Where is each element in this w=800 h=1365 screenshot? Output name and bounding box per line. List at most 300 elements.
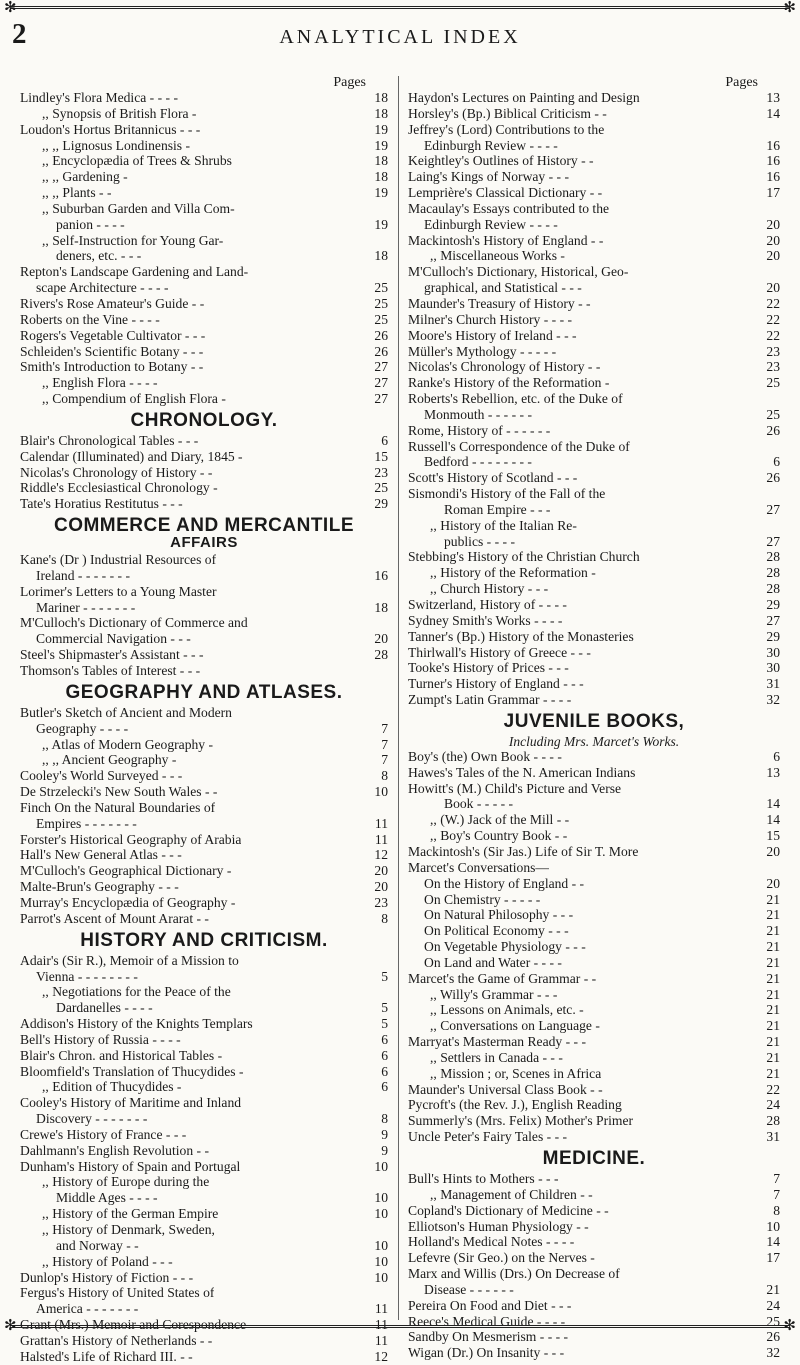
entry-title: Cooley's History of Maritime and Inland	[20, 1095, 242, 1111]
index-entry	[20, 600, 388, 616]
entry-title: ,, Boy's Country Book - -	[430, 828, 568, 844]
entry-title: ,, Atlas of Modern Geography -	[42, 736, 214, 752]
left-index-list	[20, 90, 388, 1365]
entry-page: 13	[766, 90, 780, 105]
entry-title: Bell's History of Russia - - - -	[20, 1031, 181, 1047]
entry-title: Dunham's History of Spain and Portugal	[20, 1158, 241, 1174]
entry-page: 14	[766, 796, 780, 812]
index-entry	[408, 812, 780, 828]
entry-title: On Vegetable Physiology - - -	[424, 939, 586, 955]
entry-title: ,, Edition of Thucydides -	[42, 1079, 182, 1095]
entry-page: 8	[381, 1111, 388, 1127]
index-entry	[408, 90, 780, 106]
entry-title: Marx and Willis (Drs.) On Decrease of	[408, 1266, 620, 1282]
entry-page: 27	[766, 533, 780, 549]
index-entry	[20, 863, 388, 879]
running-title: ANALYTICAL INDEX	[279, 26, 521, 48]
entry-title: Finch On the Natural Boundaries of	[20, 799, 216, 815]
right-index-list	[408, 90, 780, 1361]
entry-title: Geography - - - -	[36, 720, 129, 736]
entry-page: 16	[766, 153, 780, 169]
entry-page: 21	[766, 1065, 780, 1081]
entry-page: 28	[766, 1113, 780, 1129]
entry-title: Sandby On Mesmerism - - - -	[408, 1329, 569, 1345]
entry-title: Vienna - - - - - - - -	[36, 968, 138, 984]
entry-page: 29	[766, 597, 780, 612]
index-entry	[408, 344, 780, 360]
entry-page: 23	[374, 894, 388, 910]
index-entry	[408, 1082, 780, 1098]
entry-title: ,, Conversations on Language -	[430, 1018, 600, 1034]
entry-title: ,, Self-Instruction for Young Gar-	[42, 232, 224, 248]
entry-page: 21	[766, 923, 780, 939]
entry-title: Nicolas's Chronology of History - -	[20, 464, 213, 480]
entry-page: 12	[374, 1348, 388, 1364]
index-entry	[20, 248, 388, 264]
index-entry	[20, 233, 388, 249]
entry-page: 6	[381, 1031, 388, 1047]
index-entry	[408, 233, 780, 249]
entry-page: 11	[374, 831, 388, 847]
index-entry	[20, 433, 388, 449]
entry-page: 25	[374, 295, 388, 311]
entry-title: ,, Compendium of English Flora -	[42, 391, 226, 407]
entry-title: ,, Suburban Garden and Villa Com-	[42, 200, 235, 216]
entry-page: 17	[766, 185, 780, 201]
entry-title: Elliotson's Human Physiology - -	[408, 1218, 589, 1234]
index-entry	[20, 784, 388, 800]
entry-page: 6	[773, 748, 780, 764]
index-entry	[20, 663, 388, 679]
entry-page: 6	[381, 1079, 388, 1095]
entry-page: 23	[766, 343, 780, 359]
index-entry	[20, 201, 388, 217]
entry-title: Steel's Shipmaster's Assistant - - -	[20, 647, 204, 663]
index-entry	[408, 1018, 780, 1034]
entry-page: 23	[374, 464, 388, 480]
entry-title: Marcet's the Game of Grammar - -	[408, 970, 597, 986]
entry-page: 21	[766, 1002, 780, 1018]
entry-page: 19	[374, 185, 388, 201]
index-entry	[20, 1048, 388, 1064]
pages-column-label: Pages	[725, 75, 758, 90]
entry-title: Scott's History of Scotland - - -	[408, 470, 578, 486]
entry-title: graphical, and Statistical - - -	[424, 280, 582, 296]
entry-title: Uncle Peter's Fairy Tales - - -	[408, 1129, 568, 1145]
index-entry	[408, 518, 780, 534]
index-entry	[408, 844, 780, 860]
entry-page: 16	[374, 567, 388, 583]
entry-page: 26	[766, 1329, 780, 1345]
index-entry	[408, 423, 780, 439]
entry-page: 14	[766, 1234, 780, 1250]
index-entry	[408, 987, 780, 1003]
index-entry	[408, 676, 780, 692]
index-entry	[20, 816, 388, 832]
entry-page: 26	[374, 343, 388, 359]
index-entry	[408, 971, 780, 987]
index-entry	[408, 1187, 780, 1203]
entry-page: 25	[766, 1313, 780, 1329]
entry-page: 26	[766, 422, 780, 438]
entry-title: ,, (W.) Jack of the Mill - -	[430, 812, 570, 828]
entry-page: 24	[766, 1297, 780, 1313]
index-entry	[20, 879, 388, 895]
index-entry	[408, 939, 780, 955]
top-double-rule	[10, 6, 790, 9]
index-entry	[408, 796, 780, 812]
entry-title: ,, Church History - - -	[430, 581, 549, 597]
index-entry	[20, 1285, 388, 1301]
index-entry	[408, 1266, 780, 1282]
index-entry	[408, 502, 780, 518]
entry-title: On Natural Philosophy - - -	[424, 907, 574, 923]
entry-title: Lefevre (Sir Geo.) on the Nerves -	[408, 1250, 595, 1266]
index-entry	[408, 185, 780, 201]
entry-page: 7	[773, 1171, 780, 1186]
entry-title: ,, ,, Ancient Geography -	[42, 752, 177, 768]
section-subheading: Including Mrs. Marcet's Works.	[508, 733, 680, 749]
entry-title: Russell's Correspondence of the Duke of	[408, 438, 630, 454]
entry-title: Blair's Chronological Tables - - -	[20, 432, 199, 448]
section-heading: HISTORY AND CRITICISM.	[80, 929, 328, 951]
entry-title: ,, Miscellaneous Works -	[430, 248, 565, 264]
index-entry	[20, 1079, 388, 1095]
index-entry	[20, 153, 388, 169]
entry-page: 19	[374, 216, 388, 232]
index-entry	[408, 1002, 780, 1018]
entry-page: 13	[766, 764, 780, 780]
entry-title: De Strzelecki's New South Wales - -	[20, 784, 218, 800]
entry-page: 21	[766, 1281, 780, 1297]
entry-title: Smith's Introduction to Botany - -	[20, 359, 204, 375]
index-entry	[20, 752, 388, 768]
index-entry	[20, 375, 388, 391]
entry-page: 6	[381, 1047, 388, 1063]
index-entry	[408, 122, 780, 138]
entry-title: Edinburgh Review - - - -	[424, 137, 558, 153]
entry-title: M'Culloch's Dictionary of Commerce and	[20, 615, 248, 631]
index-entry	[20, 138, 388, 154]
entry-title: Summerly's (Mrs. Felix) Mother's Primer	[408, 1113, 634, 1129]
entry-title: Edinburgh Review - - - -	[424, 216, 558, 232]
entry-page: 25	[374, 311, 388, 327]
entry-title: Tate's Horatius Restitutus - - -	[20, 496, 183, 512]
entry-title: Calendar (Illuminated) and Diary, 1845 -	[20, 448, 243, 464]
entry-title: On Chemistry - - - - -	[424, 891, 541, 907]
index-entry	[20, 344, 388, 360]
index-entry	[20, 1206, 388, 1222]
entry-title: ,, Negotiations for the Peace of the	[42, 984, 231, 1000]
index-entry	[408, 1050, 780, 1066]
entry-page: 27	[374, 391, 388, 407]
entry-title: Copland's Dictionary of Medicine - -	[408, 1202, 609, 1218]
entry-title: ,, History of the German Empire	[42, 1206, 219, 1222]
entry-title: Turner's History of England - - -	[408, 676, 584, 692]
entry-title: Halsted's Life of Richard III. - -	[20, 1348, 193, 1364]
index-entry	[408, 781, 780, 797]
entry-page: 8	[381, 910, 388, 926]
index-entry	[20, 1301, 388, 1317]
index-entry	[20, 1143, 388, 1159]
entry-page: 16	[766, 169, 780, 185]
entry-title: Pycroft's (the Rev. J.), English Reading	[408, 1097, 622, 1113]
entry-title: Loudon's Hortus Britannicus - - -	[20, 121, 201, 137]
entry-title: M'Culloch's Dictionary, Historical, Geo-	[408, 264, 629, 280]
section-heading: MEDICINE.	[542, 1148, 646, 1169]
index-entry	[20, 1333, 388, 1349]
entry-page: 27	[766, 501, 780, 517]
index-entry	[408, 955, 780, 971]
entry-title: Dahlmann's English Revolution - -	[20, 1142, 209, 1158]
entry-page: 20	[374, 631, 388, 647]
entry-page: 5	[381, 968, 388, 984]
index-entry	[20, 480, 388, 496]
entry-title: Laing's Kings of Norway - - -	[408, 169, 570, 185]
entry-title: Mariner - - - - - - -	[36, 599, 136, 615]
entry-page: 25	[766, 375, 780, 391]
entry-page: 25	[766, 406, 780, 422]
entry-title: Repton's Landscape Gardening and Land-	[20, 264, 249, 280]
index-entry	[20, 584, 388, 600]
index-entry	[20, 1190, 388, 1206]
entry-title: Dardanelles - - - -	[56, 1000, 153, 1016]
index-entry	[20, 953, 388, 969]
index-entry	[20, 737, 388, 753]
entry-title: Kane's (Dr ) Industrial Resources of	[20, 552, 217, 568]
entry-page: 21	[766, 986, 780, 1002]
index-entry	[408, 328, 780, 344]
entry-page: 20	[374, 863, 388, 879]
corner-ornament-bottom-left: ✻	[4, 1316, 17, 1334]
entry-page: 24	[766, 1097, 780, 1113]
entry-title: Crewe's History of France - - -	[20, 1126, 187, 1142]
index-entry	[408, 407, 780, 423]
entry-title: Monmouth - - - - - -	[424, 406, 532, 422]
section-heading: COMMERCE AND MERCANTILE	[53, 515, 354, 537]
entry-title: Mackintosh's History of England - -	[408, 232, 604, 248]
entry-title: ,, Willy's Grammar - - -	[430, 986, 558, 1002]
index-entry	[20, 1254, 388, 1270]
entry-title: Boy's (the) Own Book - - - -	[408, 748, 562, 764]
index-entry	[408, 169, 780, 185]
index-entry	[408, 1298, 780, 1314]
entry-page: 12	[374, 847, 388, 863]
entry-title: scape Architecture - - - -	[36, 280, 169, 296]
corner-ornament-bottom-right: ✻	[783, 1316, 796, 1334]
entry-title: Thomson's Tables of Interest - - -	[20, 663, 201, 678]
entry-title: Sydney Smith's Works - - - -	[408, 612, 563, 628]
entry-page: 21	[766, 1049, 780, 1065]
entry-page: 5	[381, 1016, 388, 1032]
entry-title: Rivers's Rose Amateur's Guide - -	[20, 295, 205, 311]
index-entry	[408, 153, 780, 169]
index-entry	[408, 454, 780, 470]
entry-page: 21	[766, 939, 780, 955]
index-entry	[20, 169, 388, 185]
index-entry	[20, 1095, 388, 1111]
entry-title: Empires - - - - - - -	[36, 815, 137, 831]
entry-title: Tanner's (Bp.) History of the Monasteries	[408, 628, 634, 644]
entry-title: ,, English Flora - - - -	[42, 375, 158, 391]
pages-column-label: Pages	[333, 75, 366, 90]
index-entry	[20, 1270, 388, 1286]
corner-ornament-top-right: ✻	[783, 0, 796, 16]
entry-title: Blair's Chron. and Historical Tables -	[20, 1047, 223, 1063]
entry-page: 26	[766, 470, 780, 486]
entry-title: Discovery - - - - - - -	[36, 1111, 148, 1127]
index-entry	[20, 552, 388, 568]
entry-title: Roberts on the Vine - - - -	[20, 311, 160, 327]
index-entry	[20, 832, 388, 848]
entry-page: 18	[374, 153, 388, 169]
entry-title: Grattan's History of Netherlands - -	[20, 1332, 213, 1348]
entry-title: Middle Ages - - - -	[56, 1190, 158, 1206]
entry-title: Riddle's Ecclesiastical Chronology -	[20, 480, 218, 496]
index-entry	[20, 895, 388, 911]
index-entry	[408, 597, 780, 613]
entry-page: 25	[374, 480, 388, 496]
entry-page: 7	[381, 720, 388, 736]
page-number: 2	[12, 18, 27, 50]
entry-title: Roman Empire - - -	[444, 501, 551, 517]
index-entry	[20, 1000, 388, 1016]
index-entry	[408, 1066, 780, 1082]
entry-page: 16	[766, 137, 780, 153]
entry-page: 14	[766, 105, 780, 121]
entry-title: Haydon's Lectures on Painting and Design	[408, 90, 640, 105]
entry-page: 21	[766, 954, 780, 970]
entry-title: Ranke's History of the Reformation -	[408, 375, 610, 391]
index-entry	[408, 1219, 780, 1235]
entry-page: 21	[766, 1034, 780, 1050]
entry-title: deners, etc. - - -	[56, 248, 142, 264]
index-entry	[20, 1174, 388, 1190]
index-entry	[408, 581, 780, 597]
entry-page: 27	[766, 612, 780, 628]
entry-page: 7	[381, 736, 388, 752]
entry-page: 20	[374, 879, 388, 895]
entry-page: 21	[766, 907, 780, 923]
entry-title: Cooley's World Surveyed - - -	[20, 768, 183, 784]
entry-page: 10	[374, 1158, 388, 1174]
entry-title: Grant (Mrs.) Memoir and Corespondence	[20, 1317, 247, 1333]
entry-title: Mackintosh's (Sir Jas.) Life of Sir T. More	[408, 843, 639, 859]
index-entry	[408, 923, 780, 939]
entry-title: Disease - - - - - -	[424, 1281, 514, 1297]
index-entry	[408, 1250, 780, 1266]
index-entry	[20, 568, 388, 584]
entry-title: ,, History of Europe during the	[42, 1174, 210, 1190]
index-entry	[408, 892, 780, 908]
index-entry	[408, 645, 780, 661]
entry-page: 11	[374, 815, 388, 831]
entry-page: 7	[773, 1186, 780, 1202]
entry-title: Hawes's Tales of the N. American Indians	[408, 764, 636, 780]
entry-title: Roberts's Rebellion, etc. of the Duke of	[408, 391, 623, 407]
entry-title: ,, ,, Lignosus Londinensis -	[42, 137, 191, 153]
entry-page: 22	[766, 1081, 780, 1097]
index-entry	[20, 359, 388, 375]
index-entry	[20, 122, 388, 138]
entry-title: Wigan (Dr.) On Insanity - - -	[408, 1345, 565, 1361]
entry-page: 8	[381, 768, 388, 784]
index-entry	[20, 496, 388, 512]
index-entry	[20, 1238, 388, 1254]
entry-title: ,, ,, Plants - -	[42, 185, 112, 201]
entry-title: Maunder's Universal Class Book - -	[408, 1081, 603, 1097]
entry-page: 18	[374, 105, 388, 121]
entry-page: 29	[766, 628, 780, 644]
entry-title: Fergus's History of United States of	[20, 1285, 215, 1301]
index-entry	[20, 185, 388, 201]
entry-title: Bull's Hints to Mothers - - -	[408, 1171, 559, 1186]
entry-title: ,, History of the Reformation -	[430, 565, 596, 581]
entry-title: ,, Settlers in Canada - - -	[430, 1049, 563, 1065]
entry-page: 31	[766, 676, 780, 692]
entry-page: 30	[766, 660, 780, 676]
entry-page: 30	[766, 644, 780, 660]
entry-title: Maunder's Treasury of History - -	[408, 295, 591, 311]
entry-title: ,, History of Poland - - -	[42, 1253, 173, 1269]
entry-title: Horsley's (Bp.) Biblical Criticism - -	[408, 105, 607, 121]
entry-page: 11	[374, 1332, 388, 1348]
entry-title: Milner's Church History - - - -	[408, 311, 573, 327]
entry-page: 32	[766, 692, 780, 708]
entry-title: Zumpt's Latin Grammar - - - -	[408, 692, 572, 708]
index-entry	[20, 1016, 388, 1032]
entry-title: Nicolas's Chronology of History - -	[408, 359, 601, 375]
entry-title: On Political Economy - - -	[424, 923, 569, 939]
entry-page: 22	[766, 327, 780, 343]
entry-page: 23	[766, 359, 780, 375]
index-entry	[20, 615, 388, 631]
index-entry	[20, 1111, 388, 1127]
index-entry	[20, 800, 388, 816]
entry-page: 7	[381, 752, 388, 768]
index-entry	[408, 565, 780, 581]
entry-title: M'Culloch's Geographical Dictionary -	[20, 863, 232, 879]
entry-title: Marryat's Masterman Ready - - -	[408, 1034, 586, 1050]
entry-title: Hall's New General Atlas - - -	[20, 847, 182, 863]
index-entry	[20, 911, 388, 927]
index-entry	[408, 439, 780, 455]
entry-page: 20	[766, 843, 780, 859]
entry-title: Sismondi's History of the Fall of the	[408, 486, 606, 502]
index-entry	[408, 860, 780, 876]
index-entry	[20, 264, 388, 280]
entry-page: 10	[374, 1190, 388, 1206]
index-entry	[408, 749, 780, 765]
entry-title: Lindley's Flora Medica - - - -	[20, 90, 178, 105]
entry-page: 20	[766, 280, 780, 296]
index-entry	[20, 768, 388, 784]
entry-title: Addison's History of the Knights Templars	[20, 1016, 253, 1032]
entry-title: and Norway - -	[56, 1237, 139, 1253]
entry-title: ,, Lessons on Animals, etc. -	[430, 1002, 584, 1018]
index-entry	[408, 1329, 780, 1345]
entry-page: 6	[773, 454, 780, 470]
index-entry	[408, 375, 780, 391]
index-entry	[408, 1282, 780, 1298]
index-entry	[20, 1127, 388, 1143]
entry-title: Lemprière's Classical Dictionary - -	[408, 185, 603, 201]
entry-title: Jeffrey's (Lord) Contributions to the	[408, 121, 605, 137]
entry-title: Reece's Medical Guide - - - -	[408, 1313, 566, 1329]
index-entry	[408, 828, 780, 844]
index-entry	[20, 721, 388, 737]
index-entry	[408, 1203, 780, 1219]
